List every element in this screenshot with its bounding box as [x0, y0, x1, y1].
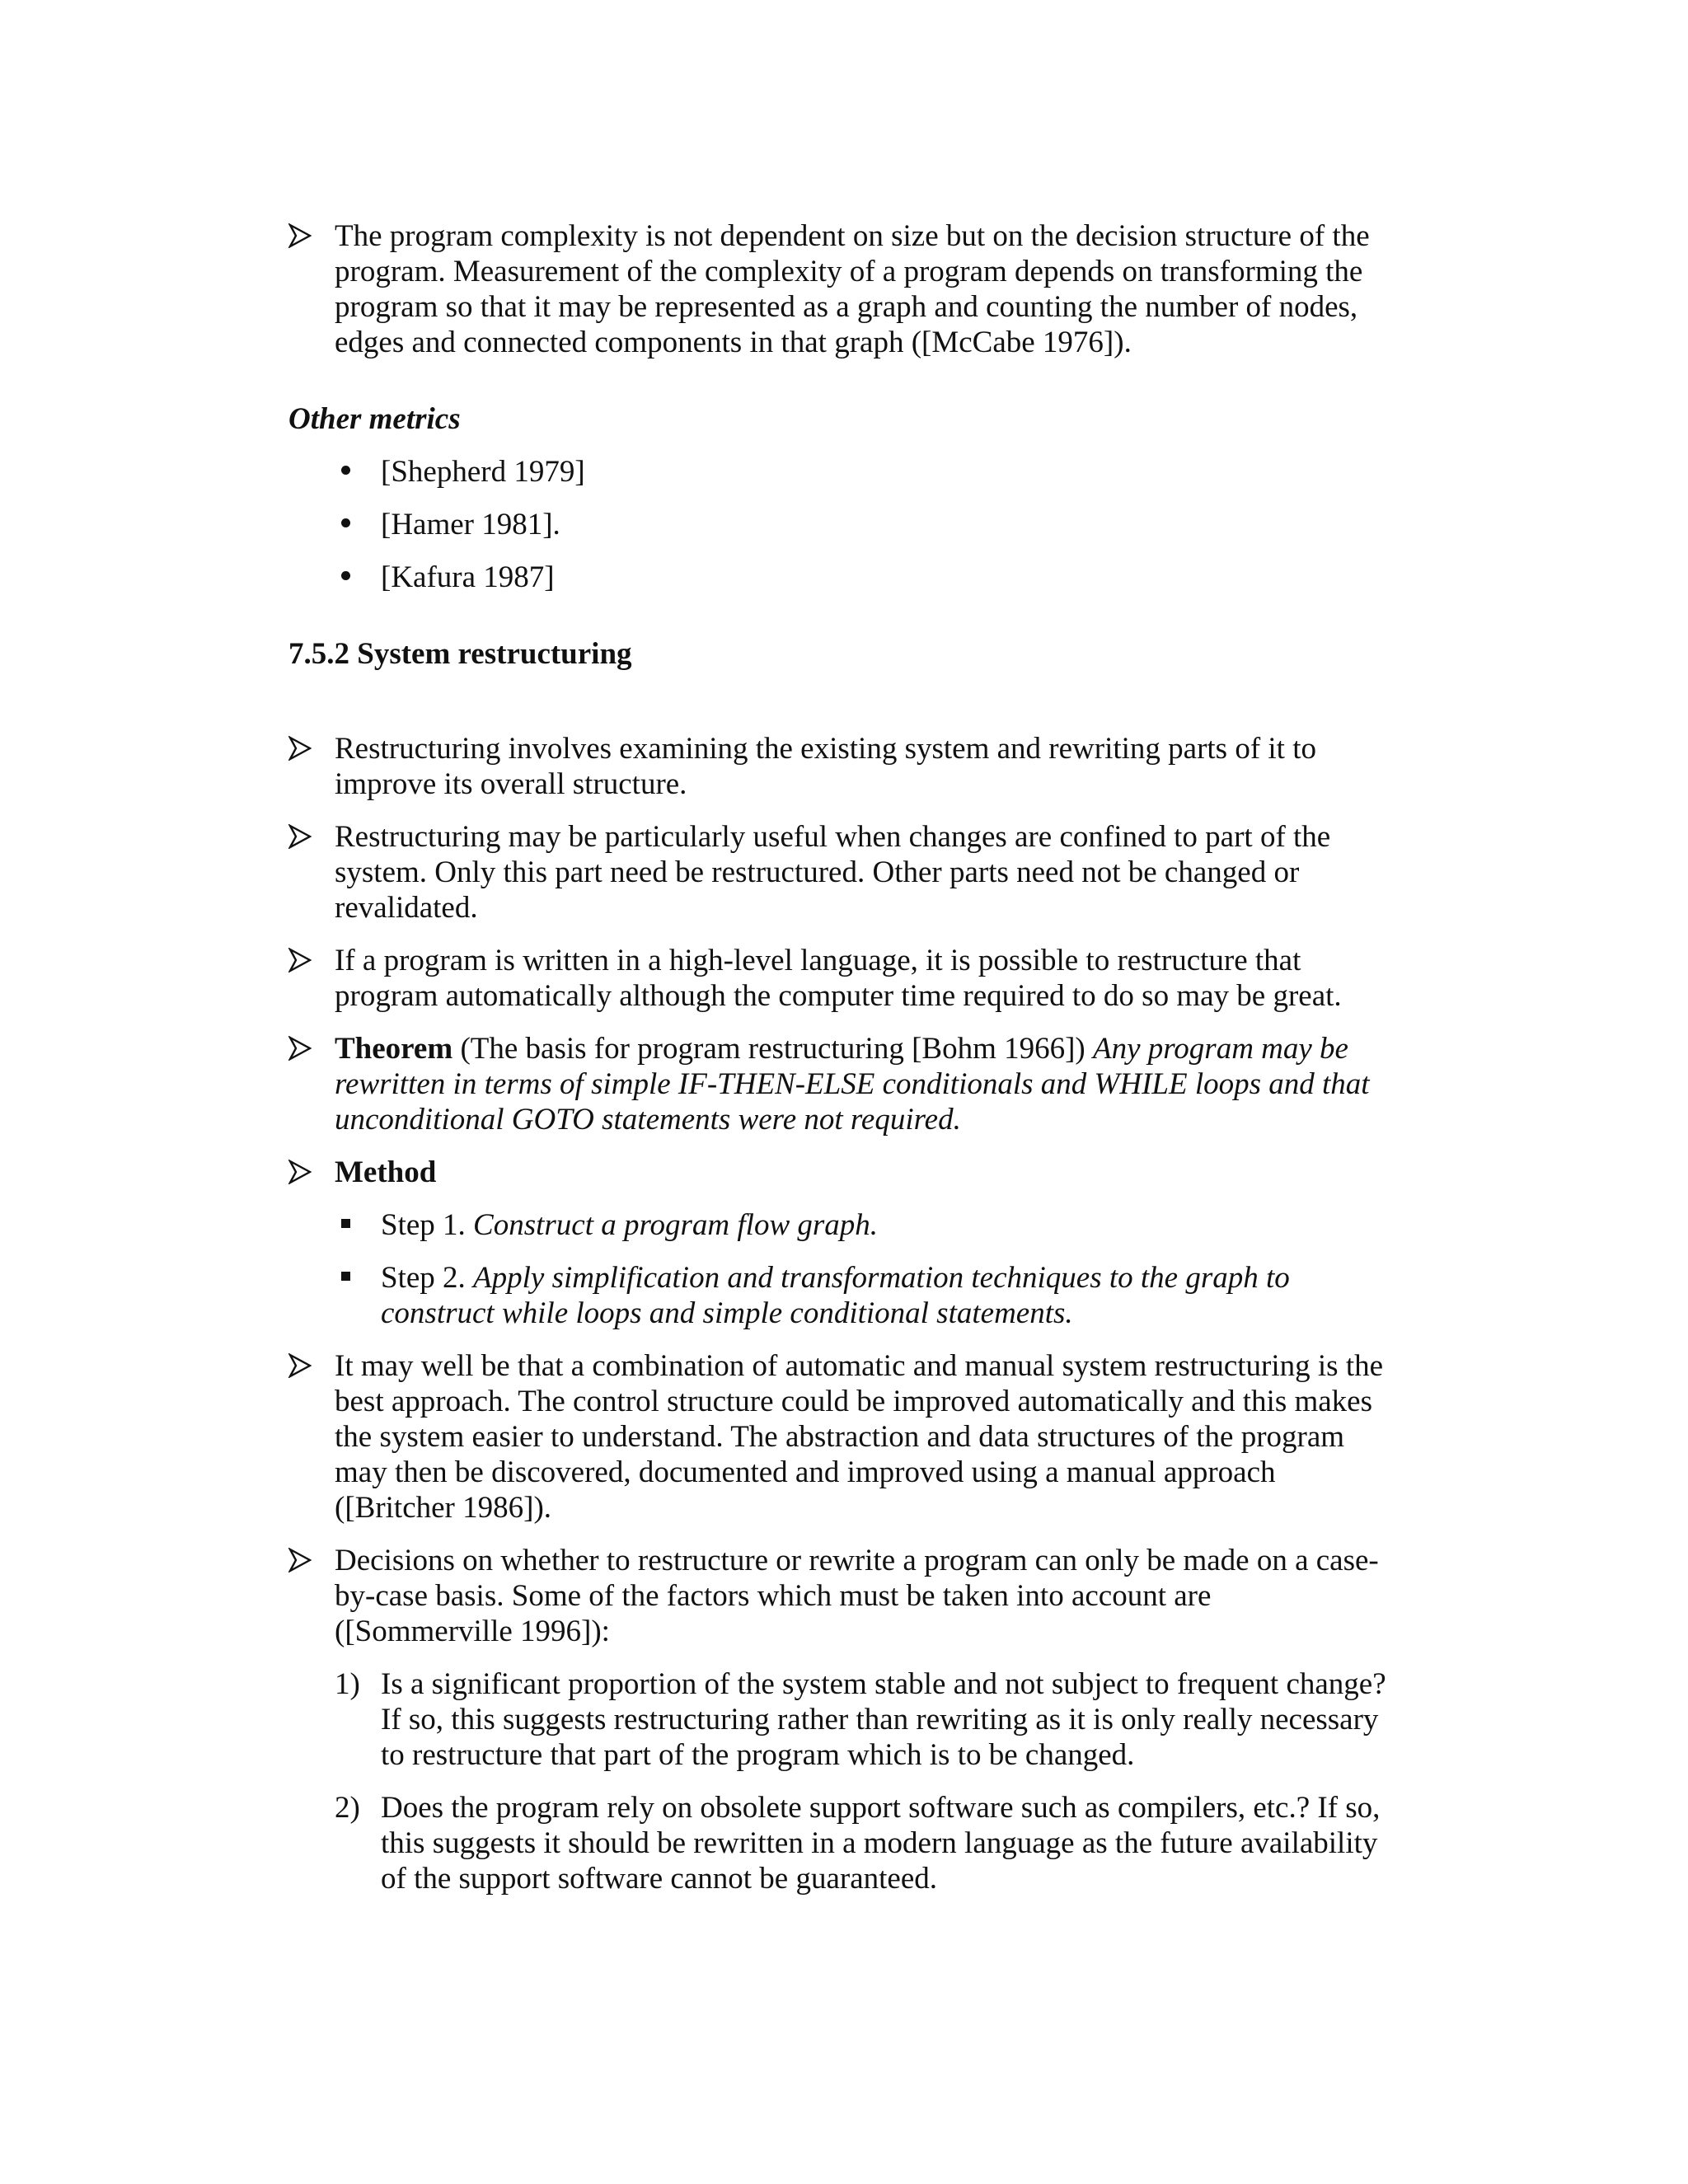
- factor-item-2: [288, 1790, 1391, 1896]
- metric-ref: [Kafura 1987]: [381, 560, 555, 594]
- arrow-bullet-icon: [288, 1543, 321, 1578]
- list-item-text: Restructuring may be particularly useful when changes are confined to part of the system. Only this part need be restructured. Other parts need not be changed or revalidated.: [335, 820, 1331, 925]
- list-item-metric: [288, 454, 1391, 490]
- factor-number: 2): [335, 1791, 360, 1825]
- arrow-bullet-icon: [288, 1348, 321, 1384]
- arrow-bullet-icon: [288, 1031, 321, 1066]
- arrow-bullet-icon: [288, 731, 321, 766]
- step-text: Construct a program flow graph.: [473, 1208, 879, 1242]
- factor-number: 1): [335, 1667, 360, 1701]
- method-step-2: [288, 1260, 1391, 1331]
- arrow-bullet-icon: [288, 819, 321, 855]
- factor-text: Does the program rely on obsolete support software such as compilers, etc.? If so, this suggests it should be rewritten in a modern language as the future availability of the support software cannot be guaranteed.: [381, 1791, 1381, 1896]
- dot-bullet-icon: [335, 507, 350, 542]
- list-item-complexity: [288, 218, 1391, 360]
- factor-item-1: [288, 1666, 1391, 1773]
- theorem-basis: (The basis for program restructuring [Bohm 1966]): [460, 1032, 1085, 1066]
- factor-text: Is a significant proportion of the system stable and not subject to frequent change? If so, this suggests restructuring rather than rewriting as it is only really necessary to restructure that part of the program which is to be changed.: [381, 1667, 1386, 1772]
- step-label: Step 2.: [381, 1261, 466, 1295]
- metric-ref: [Hamer 1981].: [381, 508, 560, 541]
- square-bullet-icon: [335, 1207, 350, 1243]
- list-item-text: It may well be that a combination of automatic and manual system restructuring is the best approach. The control structure could be improved automatically and this makes the system easier to understand. The abstraction and data structures of the program may then be discovered, documented and improved using a manual approach ([Britcher 1986]).: [335, 1349, 1384, 1525]
- list-item-theorem: [288, 1031, 1391, 1137]
- list-item-text: Decisions on whether to restructure or rewrite a program can only be made on a case-by-case basis. Some of the factors which must be taken into account are ([Sommerville 1996]):: [335, 1544, 1379, 1648]
- square-bullet-icon: [335, 1260, 350, 1296]
- list-item-restructuring-definition: [288, 731, 1391, 802]
- list-item-text: If a program is written in a high-level language, it is possible to restructure that program automatically although the computer time required to do so may be great.: [335, 944, 1342, 1013]
- arrow-bullet-icon: [288, 943, 321, 978]
- list-item-metric: [288, 507, 1391, 542]
- section-heading: 7.5.2 System restructuring: [288, 637, 632, 671]
- dot-bullet-icon: [335, 560, 350, 595]
- metric-ref: [Shepherd 1979]: [381, 455, 585, 489]
- list-item-restructuring-usefulness: [288, 819, 1391, 926]
- list-item-automatic-restructuring: [288, 943, 1391, 1014]
- method-label: Method: [335, 1155, 437, 1189]
- method-step-1: [288, 1207, 1391, 1243]
- step-label: Step 1.: [381, 1208, 466, 1242]
- list-item-text: The program complexity is not dependent on size but on the decision structure of the program. Measurement of the complexity of a program depends on transforming the program so that it may be represented as a graph and counting the number of nodes, edges and connected components in that graph ([McCabe 1976]).: [335, 219, 1370, 359]
- arrow-bullet-icon: [288, 218, 321, 254]
- dot-bullet-icon: [335, 454, 350, 490]
- arrow-bullet-icon: [288, 1155, 321, 1190]
- step-text: Apply simplification and transformation techniques to the graph to construct while loops and simple conditional statements.: [381, 1261, 1290, 1330]
- list-item-decisions: [288, 1543, 1391, 1649]
- list-item-metric: [288, 560, 1391, 595]
- list-item-method: [288, 1155, 1391, 1190]
- other-metrics-heading: Other metrics: [288, 402, 461, 436]
- theorem-statement: Any program may be rewritten in terms of simple IF-THEN-ELSE conditionals and WHILE loops and that unconditional GOTO statements were not required.: [335, 1032, 1370, 1137]
- list-item-combination-approach: [288, 1348, 1391, 1526]
- theorem-label: Theorem: [335, 1032, 453, 1066]
- list-item-text: Restructuring involves examining the existing system and rewriting parts of it to improve its overall structure.: [335, 732, 1316, 801]
